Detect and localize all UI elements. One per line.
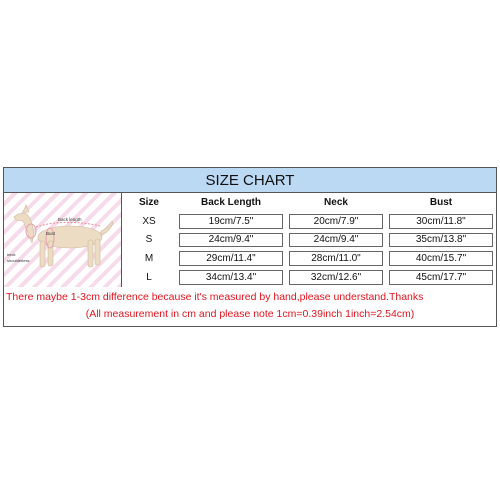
size-chart xyxy=(3,167,497,327)
label-neck: neck xyxy=(7,252,16,257)
neck-cell: 24cm/9.4" xyxy=(286,231,386,250)
bust-cell: 30cm/11.8" xyxy=(386,212,496,231)
back-length-cell: 19cm/7.5" xyxy=(176,212,286,231)
back-length-cell: 29cm/11.4" xyxy=(176,249,286,268)
note-unit-conversion: (All measurement in cm and please note 1cm=0.39inch 1inch=2.54cm) xyxy=(85,308,415,320)
size-cell: XS xyxy=(142,215,156,227)
neck-cell: 20cm/7.9" xyxy=(286,212,386,231)
back-length-cell: 34cm/13.4" xyxy=(176,268,286,287)
label-bust: Bust xyxy=(46,231,56,236)
notes xyxy=(4,288,496,326)
header-back-length: Back Length xyxy=(200,196,261,208)
header-size: Size xyxy=(138,196,159,208)
bust-cell: 45cm/17.7" xyxy=(386,268,496,287)
dog-measurement-diagram xyxy=(4,193,122,287)
size-table xyxy=(122,193,496,287)
size-cell: L xyxy=(146,272,152,284)
bust-cell: 35cm/13.8" xyxy=(386,231,496,250)
label-shoulderless: shoulderless xyxy=(7,258,30,263)
header-neck: Neck xyxy=(324,196,348,208)
size-chart-title: SIZE CHART xyxy=(4,168,496,193)
size-cell: M xyxy=(144,253,154,265)
neck-cell: 28cm/11.0" xyxy=(286,249,386,268)
note-measurement-difference: There maybe 1-3cm difference because it's measured by hand,please understand.Thanks xyxy=(6,291,424,303)
bust-cell: 40cm/15.7" xyxy=(386,249,496,268)
header-bust: Bust xyxy=(429,196,453,208)
label-back-length: Back length xyxy=(58,217,82,222)
dog-illustration xyxy=(4,193,122,287)
back-length-cell: 24cm/9.4" xyxy=(176,231,286,250)
size-cell: S xyxy=(145,234,153,246)
neck-cell: 32cm/12.6" xyxy=(286,268,386,287)
